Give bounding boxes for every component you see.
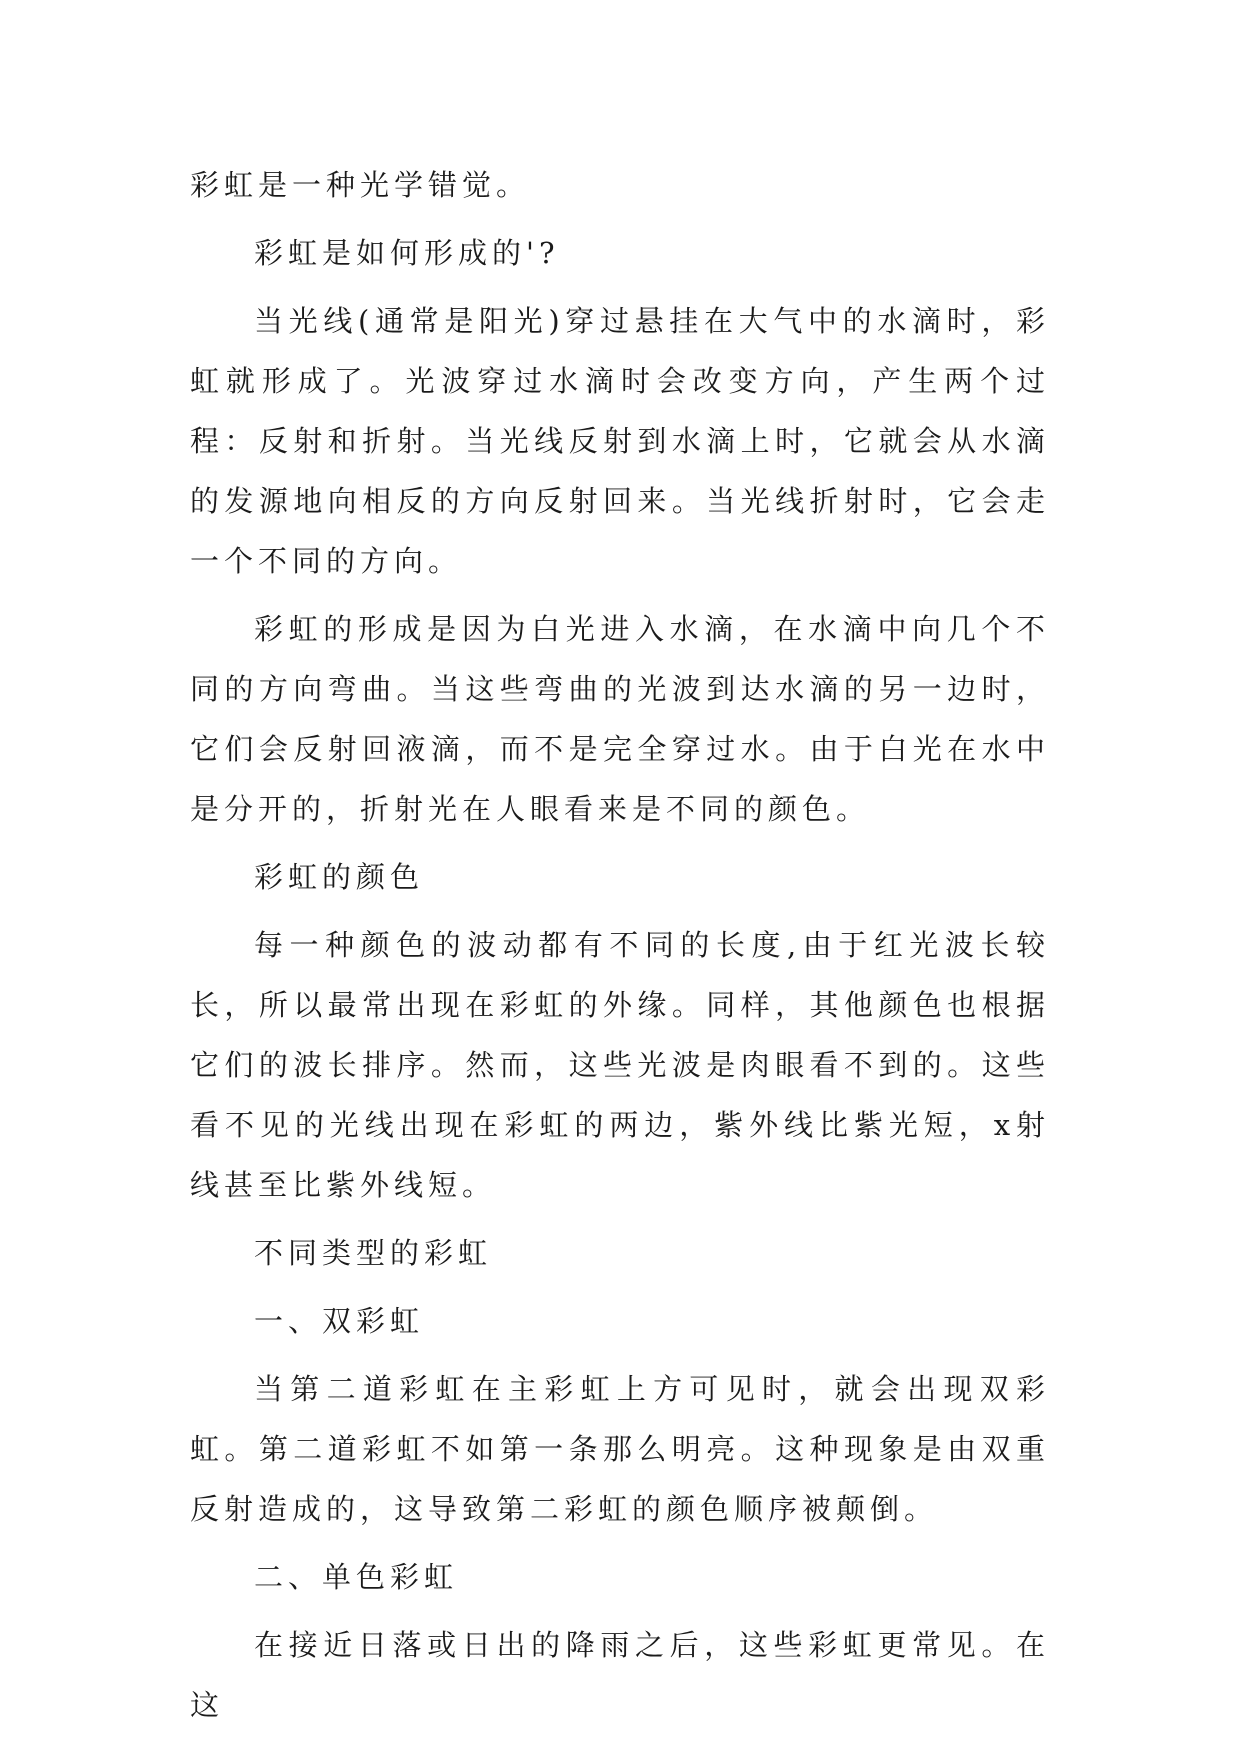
paragraph-intro: 彩虹是一种光学错觉。 (190, 168, 531, 202)
heading-colors: 彩虹的颜色 (254, 860, 425, 894)
document-body (190, 155, 1050, 1743)
paragraph-formation: 当光线(通常是阳光)穿过悬挂在大气中的水滴时，彩虹就形成了。光波穿过水滴时会改变方向，产生两个过程：反射和折射。当光线反射到水滴上时，它就会从水滴的发源地向相反的方向反射回来。当光线折射时，它会走一个不同的方向。 (190, 304, 1050, 578)
heading-how-formed: 彩虹是如何形成的'? (254, 236, 560, 270)
paragraph-wavelengths: 每一种颜色的波动都有不同的长度,由于红光波长较长，所以最常出现在彩虹的外缘。同样，其他颜色也根据它们的波长排序。然而，这些光波是肉眼看不到的。这些看不见的光线出现在彩虹的两边，紫外线比紫光短，x射线甚至比紫外线短。 (190, 928, 1050, 1202)
paragraph-white-light: 彩虹的形成是因为白光进入水滴，在水滴中向几个不同的方向弯曲。当这些弯曲的光波到达水滴的另一边时，它们会反射回液滴，而不是完全穿过水。由于白光在水中是分开的，折射光在人眼看来是不同的颜色。 (190, 612, 1050, 826)
paragraph-monochrome-rainbow: 在接近日落或日出的降雨之后，这些彩虹更常见。在这 (190, 1628, 1050, 1722)
heading-monochrome-rainbow: 二、单色彩虹 (254, 1560, 459, 1594)
heading-double-rainbow: 一、双彩虹 (254, 1304, 425, 1338)
paragraph-double-rainbow: 当第二道彩虹在主彩虹上方可见时，就会出现双彩虹。第二道彩虹不如第一条那么明亮。这种现象是由双重反射造成的，这导致第二彩虹的颜色顺序被颠倒。 (190, 1372, 1050, 1526)
heading-types: 不同类型的彩虹 (254, 1236, 493, 1270)
